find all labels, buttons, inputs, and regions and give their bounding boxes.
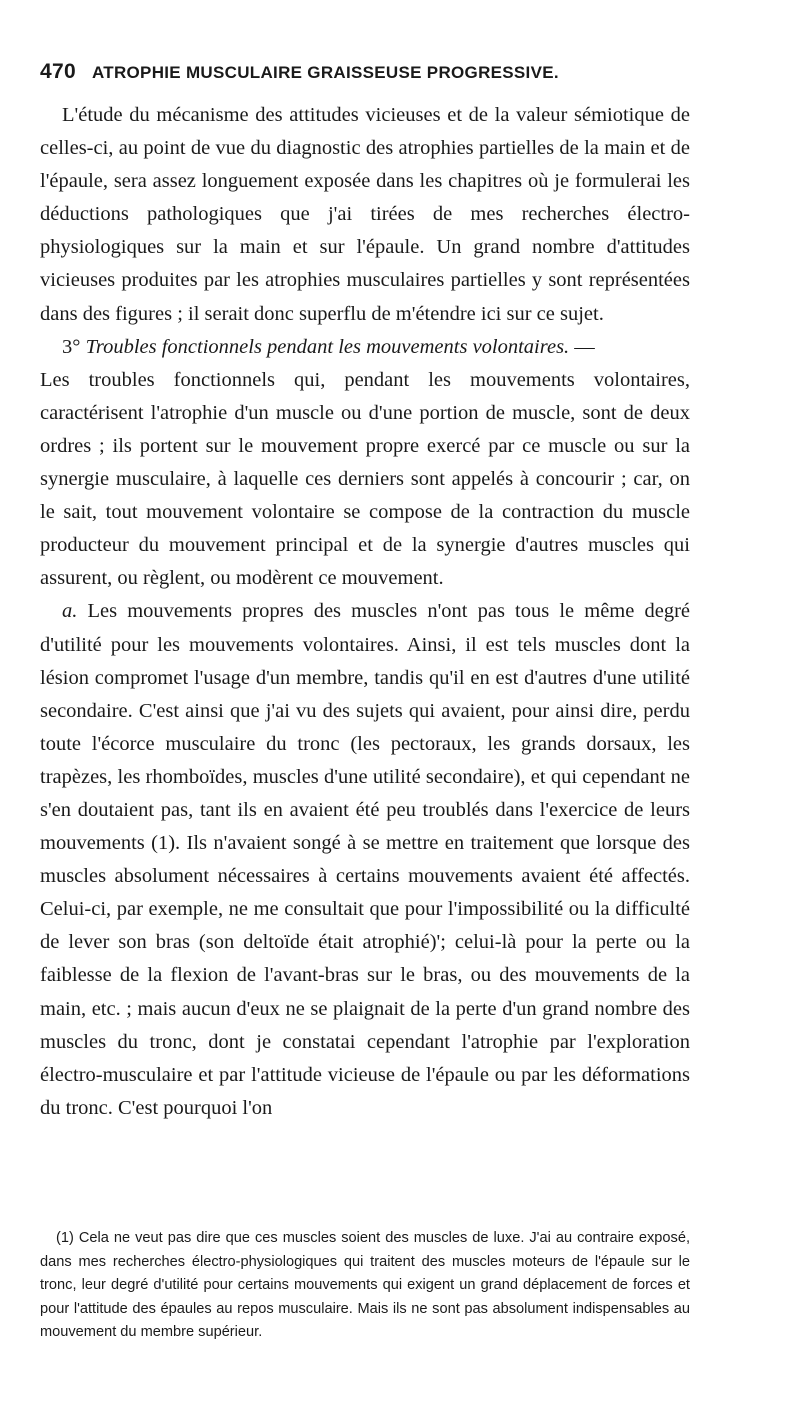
- paragraph-item-a: [40, 595, 690, 1125]
- item-label: a.: [62, 600, 78, 623]
- section-dash: —: [569, 335, 595, 358]
- running-header: [40, 60, 680, 94]
- paragraph-attitudes: L'étude du mécanisme des attitudes vicieuses et de la valeur sémiotique de celles-ci, au point de vue du diagnostic des atrophies partielles de la main et de l'épaule, sera assez longuement exposée dans les chapitres où je formulerai les déductions pathologiques que j'ai tirées de mes recherches électro-physiologiques sur la main et sur l'épaule. Un grand nombre d'attitudes vicieuses produites par les atrophies musculaires partielles y sont représentées dans des figures ; il serait donc superflu de m'étendre ici sur ce sujet.: [40, 104, 690, 325]
- paragraph-troubles: Les troubles fonctionnels qui, pendant les mouvements volontaires, caractérisent l'atrophie d'un muscle ou d'une portion de muscle, sont de deux ordres ; ils portent sur le mouvement propre exercé par ce muscle ou sur la synergie musculaire, à laquelle ces derniers sont appelés à concourir ; car, on le sait, tout mouvement volontaire se compose de la contraction du muscle producteur du mouvement principal et de la synergie d'autres muscles qui assurent, ou règlent, ou modèrent ce mouvement.: [40, 368, 690, 590]
- footnote: [40, 1227, 690, 1345]
- section-number: 3°: [62, 335, 81, 358]
- paragraph-section-3: [40, 331, 690, 364]
- page-number: 470: [40, 60, 76, 83]
- section-title: Troubles fonctionnels pendant les mouvements volontaires.: [85, 335, 570, 358]
- main-text: [40, 99, 690, 1125]
- running-title: ATROPHIE MUSCULAIRE GRAISSEUSE PROGRESSIVE.: [91, 63, 559, 82]
- footnote-text: Cela ne veut pas dire que ces muscles soient des muscles de luxe. J'ai au contraire exposé, dans mes recherches électro-physiologiques qui traitent des muscles moteurs de l'épaule sur le tronc, leur degré d'utilité pour certains mouvements qui exigent un grand déplacement de forces et pour l'attitude des épaules au repos musculaire. Mais ils ne sont pas absolument indispensables au mouvement du membre supérieur.: [40, 1230, 690, 1340]
- item-text: Les mouvements propres des muscles n'ont pas tous le même degré d'utilité pour les mouvements volontaires. Ainsi, il est tels muscles dont la lésion compromet l'usage d'un membre, tandis qu'il en est d'autres d'une utilité secondaire. C'est ainsi que j'ai vu des sujets qui avaient, pour ainsi dire, perdu toute l'écorce musculaire du tronc (les pectoraux, les grands dorsaux, les trapèzes, les rhomboïdes, muscles d'une utilité secondaire), et qui cependant ne s'en doutaient pas, tant ils en avaient été peu troublés dans l'exercice de leurs mouvements (1). Ils n'avaient songé à se mettre en traitement que lorsque des muscles absolument nécessaires à certains mouvements avaient été affectés. Celui-ci, par exemple, ne me consultait que pour l'impossibilité ou la difficulté de lever son bras (son deltoïde était atrophié)'; celui-là pour la perte ou la faiblesse de la flexion de l'avant-bras sur le bras, ou des mouvements de la main, etc. ; mais aucun d'eux ne se plaignait de la perte d'un grand nombre des muscles du tronc, dont je constatai cependant l'atrophie par l'exploration électro-musculaire et par l'attitude vicieuse de l'épaule ou par les déformations du tronc. C'est pourquoi l'on: [40, 600, 690, 1119]
- footnote-marker: (1): [56, 1230, 74, 1246]
- footnote-paragraph: [40, 1227, 690, 1345]
